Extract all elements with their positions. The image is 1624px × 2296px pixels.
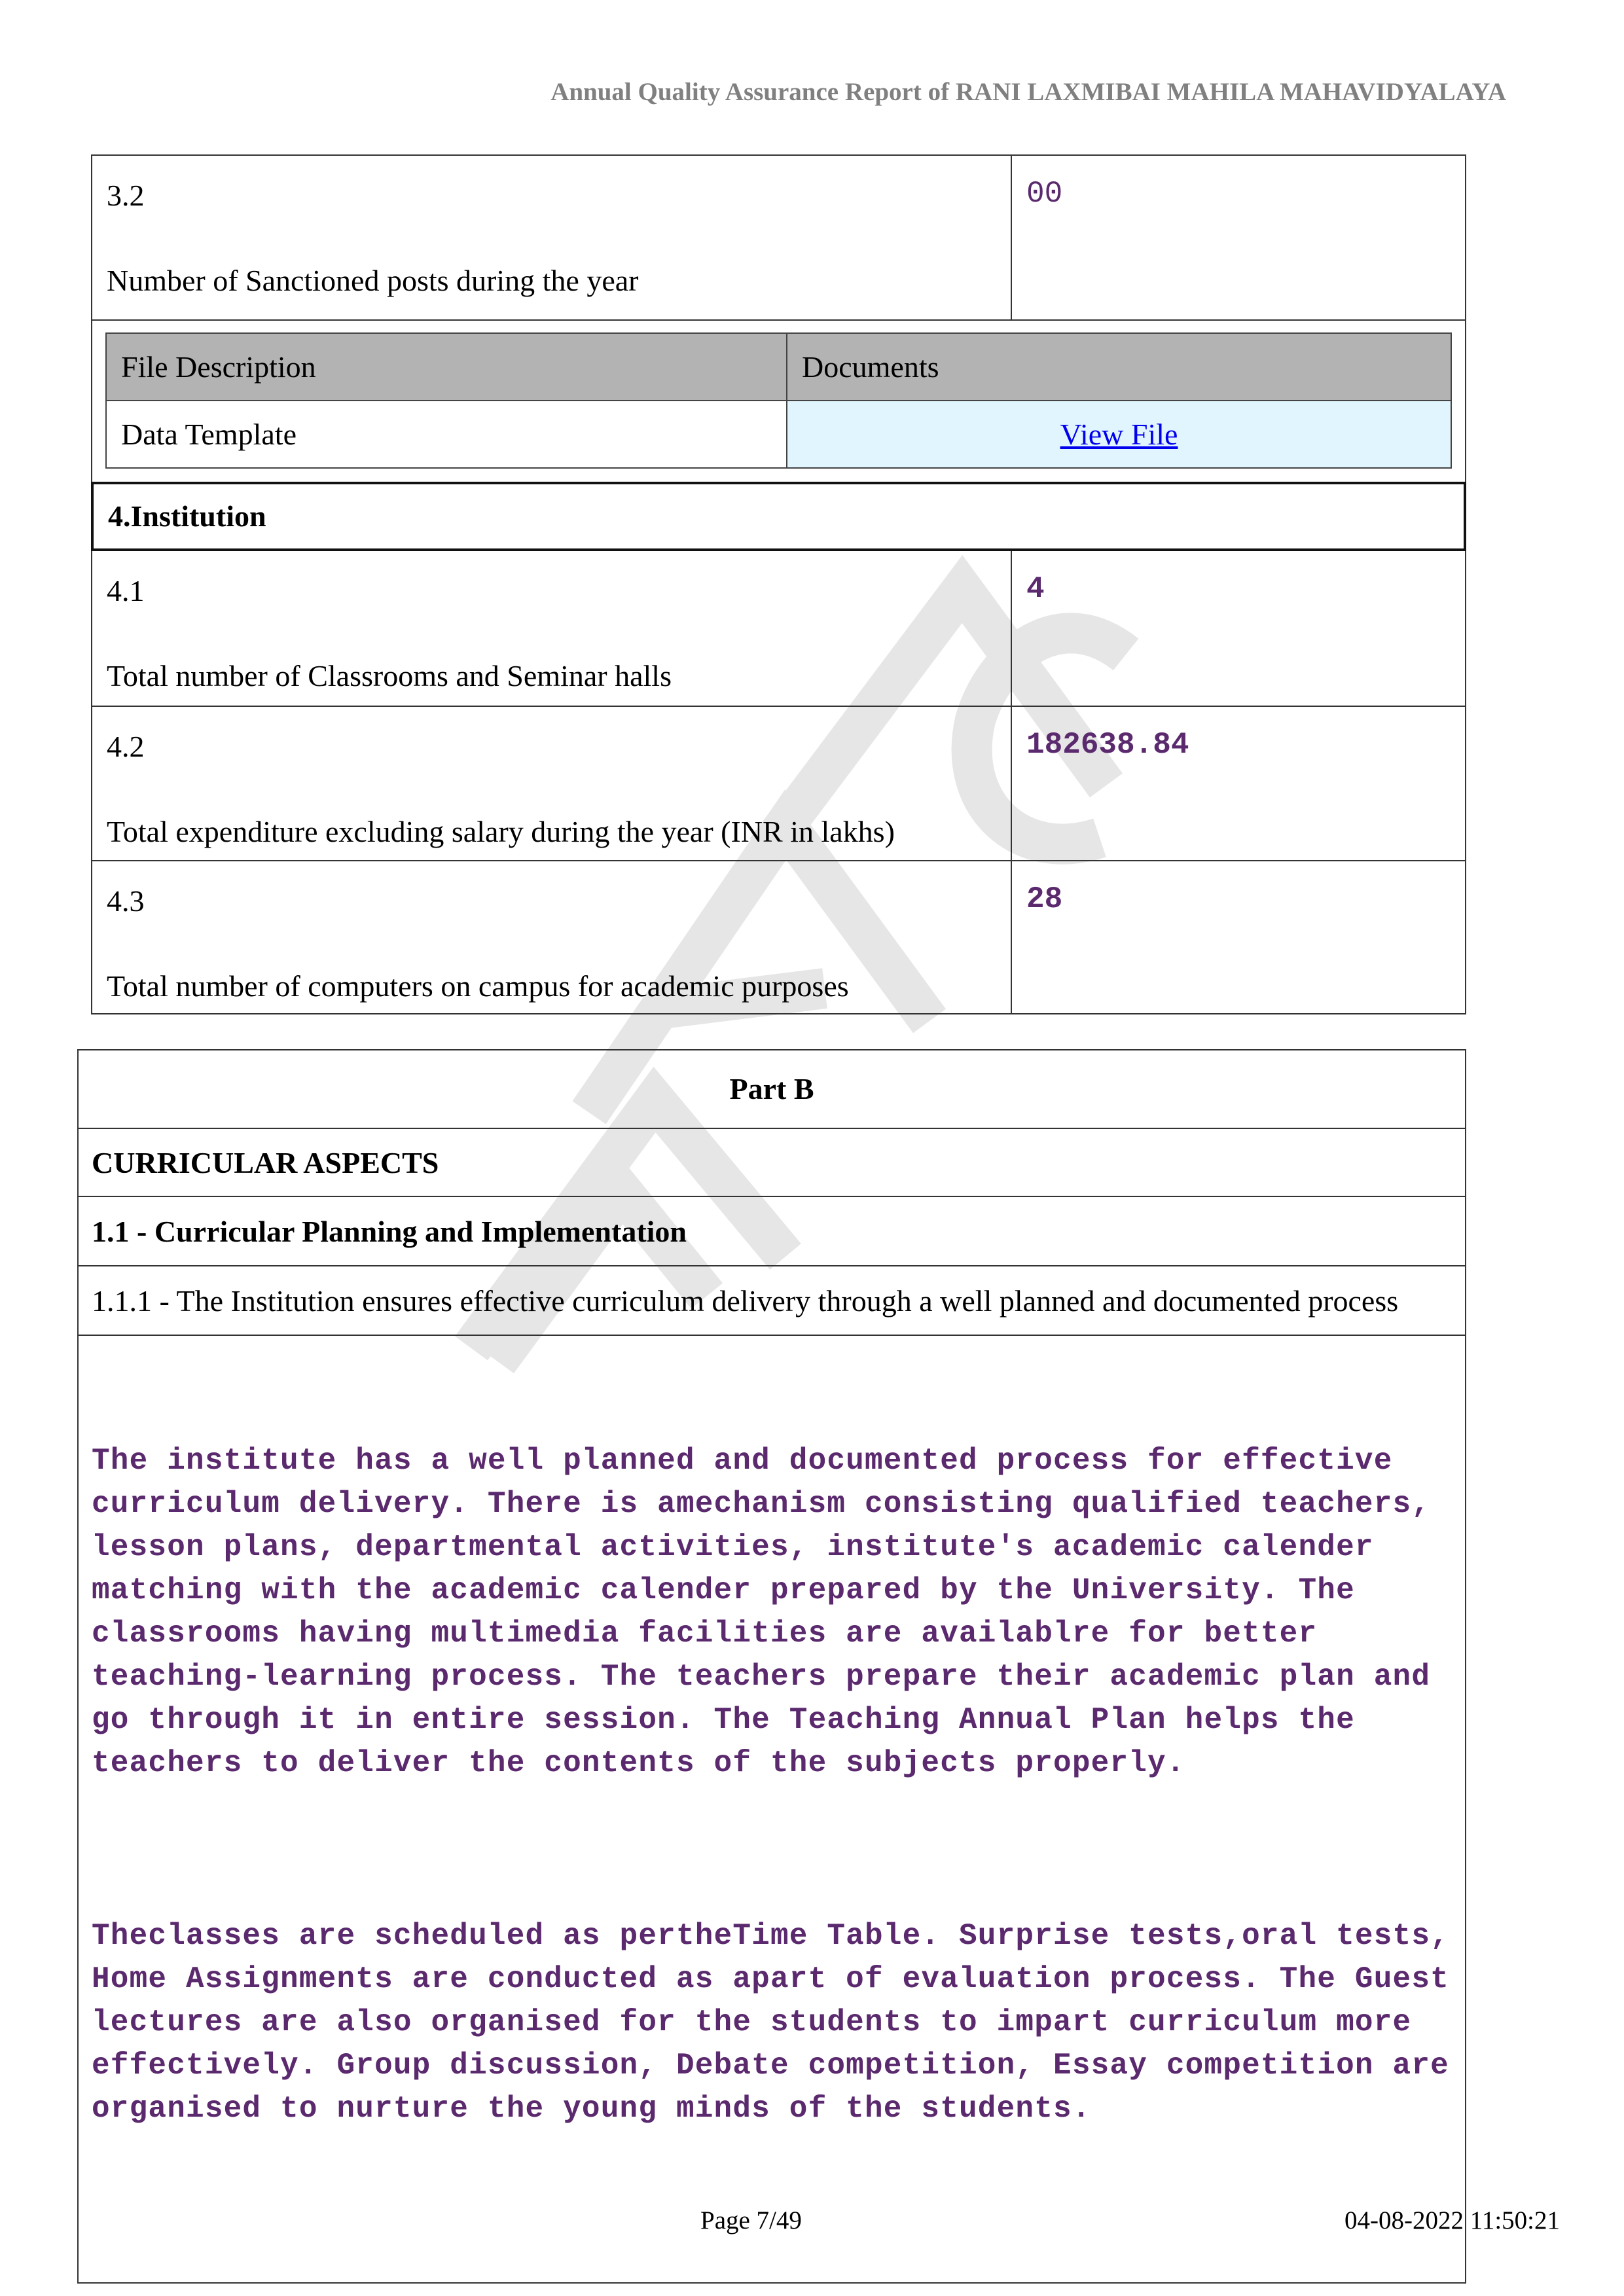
metric-question: 1.1.1 - The Institution ensures effective curriculum delivery through a well planned and documented process [79,1265,1465,1335]
metric-number: 4.1 [107,574,145,607]
metric-label: Total expenditure excluding salary during the year (INR in lakhs) [107,815,895,848]
response-paragraph: The institute has a well planned and documented process for effective curriculum delivery. There is amechanism consisting qualified teachers, lesson plans, departmental activities, institute's academic calender matching with the academic calender prepared by the University. The classrooms having multimedia facilities are availablre for better teaching-learning process. The teachers prepare their academic plan and go through it in entire session. The Teaching Annual Plan helps the teachers to deliver the contents of the subjects properly. [92,1444,1449,1780]
part-b-title: Part B [729,1072,814,1105]
file-description-cell: Data Template [106,401,787,468]
page-header [550,77,1506,107]
section-title-institution: 4.Institution [91,482,1466,551]
file-description-table [105,332,1452,469]
part-a-table [91,154,1466,1014]
view-file-link[interactable]: View File [1060,418,1178,451]
metric-value: 4 [1026,572,1045,606]
key-indicator-heading: 1.1 - Curricular Planning and Implementation [79,1196,1465,1265]
file-table-row [106,401,1451,468]
metric-row-3-2 [91,154,1466,319]
generated-timestamp: 04-08-2022 11:50:21 [1344,2206,1560,2234]
metric-response [79,1335,1468,2282]
file-table-header-row [106,333,1451,401]
metric-label: Total number of Classrooms and Seminar halls [107,659,672,692]
part-b-table [77,1049,1466,2284]
header-title-prefix: Annual Quality Assurance Report of [550,78,956,106]
metric-value: 28 [1026,882,1063,916]
metric-number: 4.3 [107,884,145,918]
metric-value: 00 [1026,177,1063,211]
document-link-cell [787,401,1451,468]
metric-row-4-1 [91,551,1466,706]
header-institution-name: RANI LAXMIBAI MAHILA MAHAVIDYALAYA [955,78,1506,106]
response-paragraph: Theclasses are scheduled as pertheTime Table. Surprise tests,oral tests, Home Assignments are conducted as apart of evaluation process. The Guest lectures are also organised for the students to impart curriculum more effectively. Group discussion, Debate competition, Essay competition are organised to nurture the young minds of the students. [92,1919,1468,2126]
metric-number: 3.2 [107,179,145,212]
column-header-file-description: File Description [106,333,787,401]
metric-row-4-3 [91,860,1466,1014]
metric-value: 182638.84 [1026,728,1189,762]
metric-row-4-2 [91,706,1466,860]
metric-number: 4.2 [107,730,145,763]
metric-label: Number of Sanctioned posts during the year [107,264,639,297]
criterion-heading: CURRICULAR ASPECTS [79,1128,1465,1196]
page-number: Page 7/49 [700,2206,802,2234]
file-description-box [91,319,1466,482]
metric-label: Total number of computers on campus for academic purposes [107,969,849,1003]
column-header-documents: Documents [787,333,1451,401]
